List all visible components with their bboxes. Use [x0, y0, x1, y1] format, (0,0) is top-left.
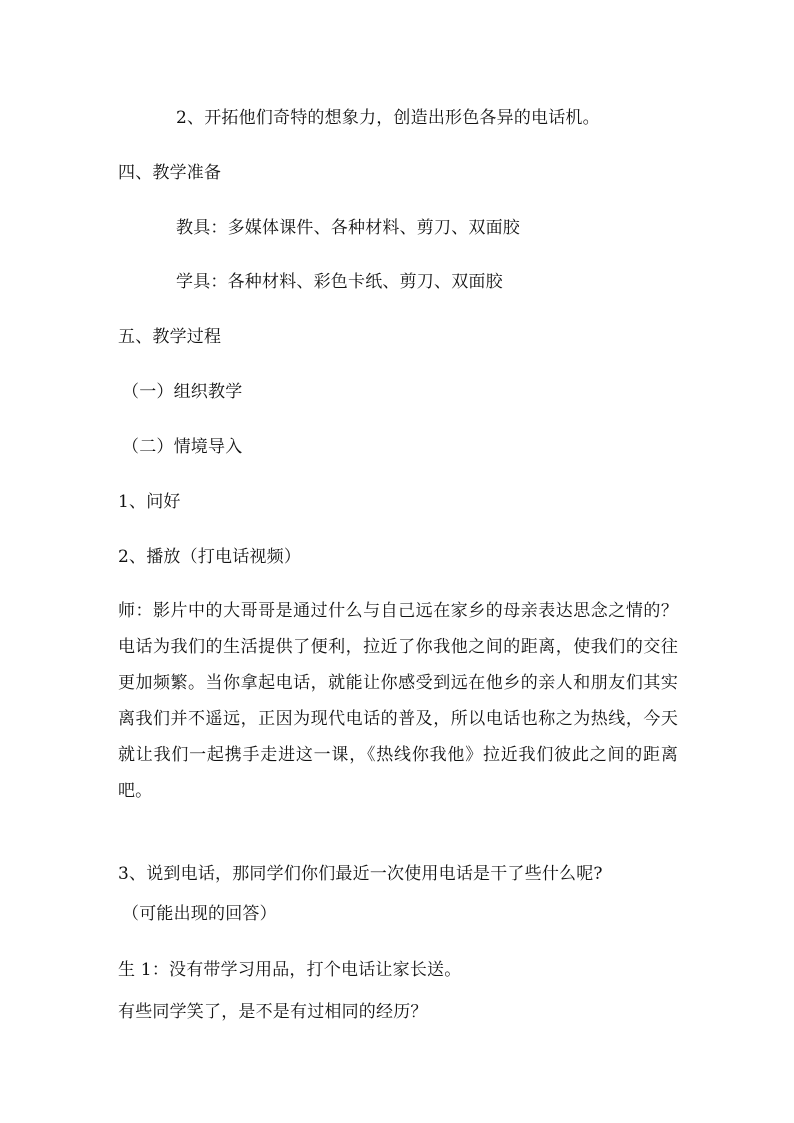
objective-2-text: 2、开拓他们奇特的想象力，创造出形色各异的电话机。: [176, 108, 600, 128]
part-1-heading: （一）组织教学: [122, 382, 243, 402]
possible-answers-label: （可能出现的回答）: [122, 904, 277, 924]
step-2-text: 2、播放（打电话视频）: [118, 547, 302, 567]
step-3-text: 3、说到电话，那同学们你们最近一次使用电话是干了些什么呢?: [118, 864, 603, 884]
step-1-text: 1、问好: [118, 492, 181, 512]
section-4-heading: 四、教学准备: [118, 163, 222, 183]
teacher-tools-text: 教具：多媒体课件、各种材料、剪刀、双面胶: [176, 218, 520, 238]
teacher-paragraph: 师：影片中的大哥哥是通过什么与自己远在家乡的母亲表达思念之情的？电话为我们的生活提供了便利，拉近了你我他之间的距离，使我们的交往更加频繁。当你拿起电话，就能让你感受到远在他乡的亲人和朋友们其实离我们并不遥远，正因为现代电话的普及，所以电话也称之为热线，今天就让我们一起携手走进这一课，《热线你我他》拉近我们彼此之间的距离吧。: [118, 601, 678, 801]
section-5-heading: 五、教学过程: [118, 327, 222, 347]
student-tools-text: 学具：各种材料、彩色卡纸、剪刀、双面胶: [176, 272, 503, 292]
follow-up-text: 有些同学笑了，是不是有过相同的经历？: [118, 1002, 428, 1022]
part-2-heading: （二）情境导入: [122, 437, 243, 457]
student-answer-1: 生 1：没有带学习用品，打个电话让家长送。: [118, 960, 462, 980]
